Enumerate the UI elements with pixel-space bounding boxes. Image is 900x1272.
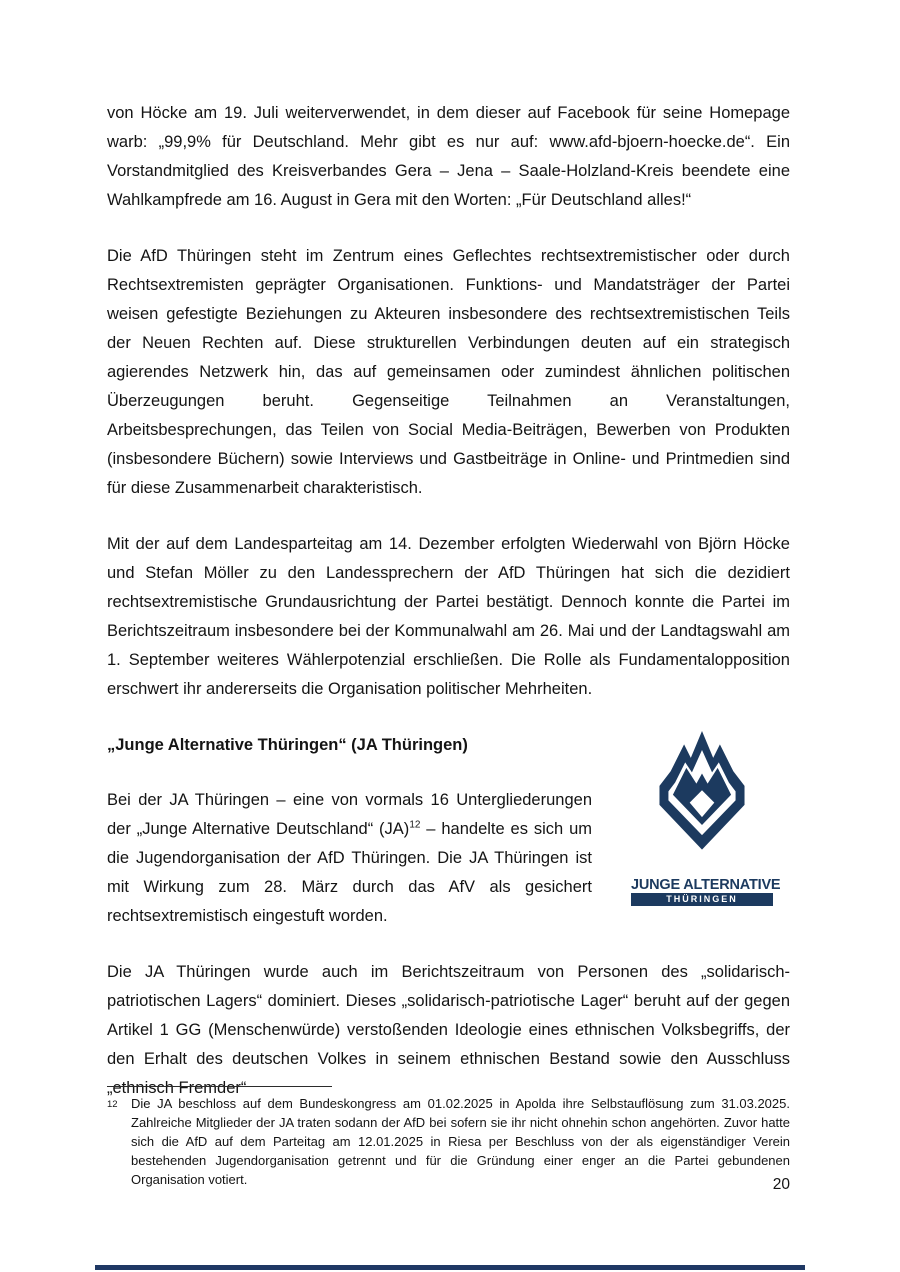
flame-logo-icon [646, 731, 758, 872]
ja-thueringen-section [107, 731, 790, 931]
body-paragraph-2: Die AfD Thüringen steht im Zentrum eines Geflechtes rechtsextremistischer oder durch Rechtsextremisten geprägter Organisationen. Funktions- und Mandatsträger der Partei weisen gefestigte Beziehungen zu Akteuren insbesondere des rechtsextremistischen Teils der Neuen Rechten auf. Diese strukturellen Verbindungen deuten auf ein strategisch agierendes Netzwerk hin, das auf gemeinsamen oder zumindest ähnlichen politischen Überzeugungen beruht. Gegenseitige Teilnahmen an Veranstaltungen, Arbeitsbesprechungen, das Teilen von Social Media-Beiträgen, Bewerben von Produkten (insbesondere Büchern) sowie Interviews und Gastbeiträge in Online- und Printmedien sind für diese Zusammenarbeit charakteristisch. [107, 247, 790, 497]
page-number: 20 [772, 1176, 790, 1193]
body-paragraph-1: von Höcke am 19. Juli weiterverwendet, in dem dieser auf Facebook für seine Homepage warb: „99,9% für Deutschland. Mehr gibt es nur auf: www.afd-bjoern-hoecke.de“. Ein Vorstandmitglied des Kreisverbandes Gera – Jena – Saale-Holzland-Kreis beendete eine Wahlkampfrede am 16. August in Gera mit den Worten: „Für Deutschland alles!“ [107, 104, 790, 209]
page-footer [107, 1086, 790, 1189]
body-paragraph-3: Mit der auf dem Landesparteitag am 14. Dezember erfolgten Wiederwahl von Björn Höcke und Stefan Möller zu den Landessprechern der AfD Thüringen hat sich die dezidiert rechtsextremistische Grundausrichtung der Partei bestätigt. Dennoch konnte die Partei im Berichtszeitraum insbesondere bei der Kommunalwahl am 26. Mai und der Landtagswahl am 1. September weiteres Wählerpotenzial erschließen. Die Rolle als Fundamentalopposition erschwert ihr andererseits die Organisation politischer Mehrheiten. [107, 535, 790, 698]
footnote-separator [107, 1086, 332, 1087]
footnote-reference: 12 [409, 819, 421, 831]
footnote-text: Die JA beschloss auf dem Bundeskongress am 01.02.2025 in Apolda ihre Selbstauflösung zum 31.03.2025. Zahlreiche Mitglieder der JA traten sodann der AfD bei sofern sie ihr nicht ohnehin schon angehörten. Zuvor hatte sich die AfD auf dem Parteitag am 12.01.2025 in Riesa per Beschluss von der als eigenständiger Verein bestehenden Jugendorganisation getrennt und für die Gründung einer enger an die Partei gebundenen Organisation votiert. [131, 1096, 790, 1187]
footnote-12 [107, 1094, 790, 1189]
ja-thueringen-logo [614, 731, 790, 906]
ja-paragraph-text-after: – handelte es sich um die Jugendorganisation der AfD Thüringen. Die JA Thüringen ist mit Wirkung zum 28. März durch das AfV als gesichert rechtsextremistisch eingestuft worden. [107, 820, 592, 925]
logo-wordmark: JUNGE ALTERNATIVE [631, 877, 781, 893]
footer-bar [95, 1265, 805, 1270]
logo-subtitle-bar: THÜRINGEN [631, 893, 773, 906]
ja-paragraph-text-before: Bei der JA Thüringen – eine von vormals 16 Untergliederungen der „Junge Alternative Deutschland“ (JA) [107, 791, 592, 838]
body-paragraph-5: Die JA Thüringen wurde auch im Berichtszeitraum von Personen des „solidarisch-patriotischen Lagers“ dominiert. Dieses „solidarisch-patriotische Lager“ beruht auf der gegen Artikel 1 GG (Menschenwürde) verstoßenden Ideologie eines ethnischen Volksbegriffs, der den Erhalt des deutschen Volkes in seinem ethnischen Bestand sowie den Ausschluss „ethnisch Fremder“ [107, 963, 790, 1097]
section-heading: „Junge Alternative Thüringen“ (JA Thüringen) [107, 736, 468, 754]
footnote-marker: 12 [107, 1099, 118, 1110]
page-content [107, 99, 790, 1130]
